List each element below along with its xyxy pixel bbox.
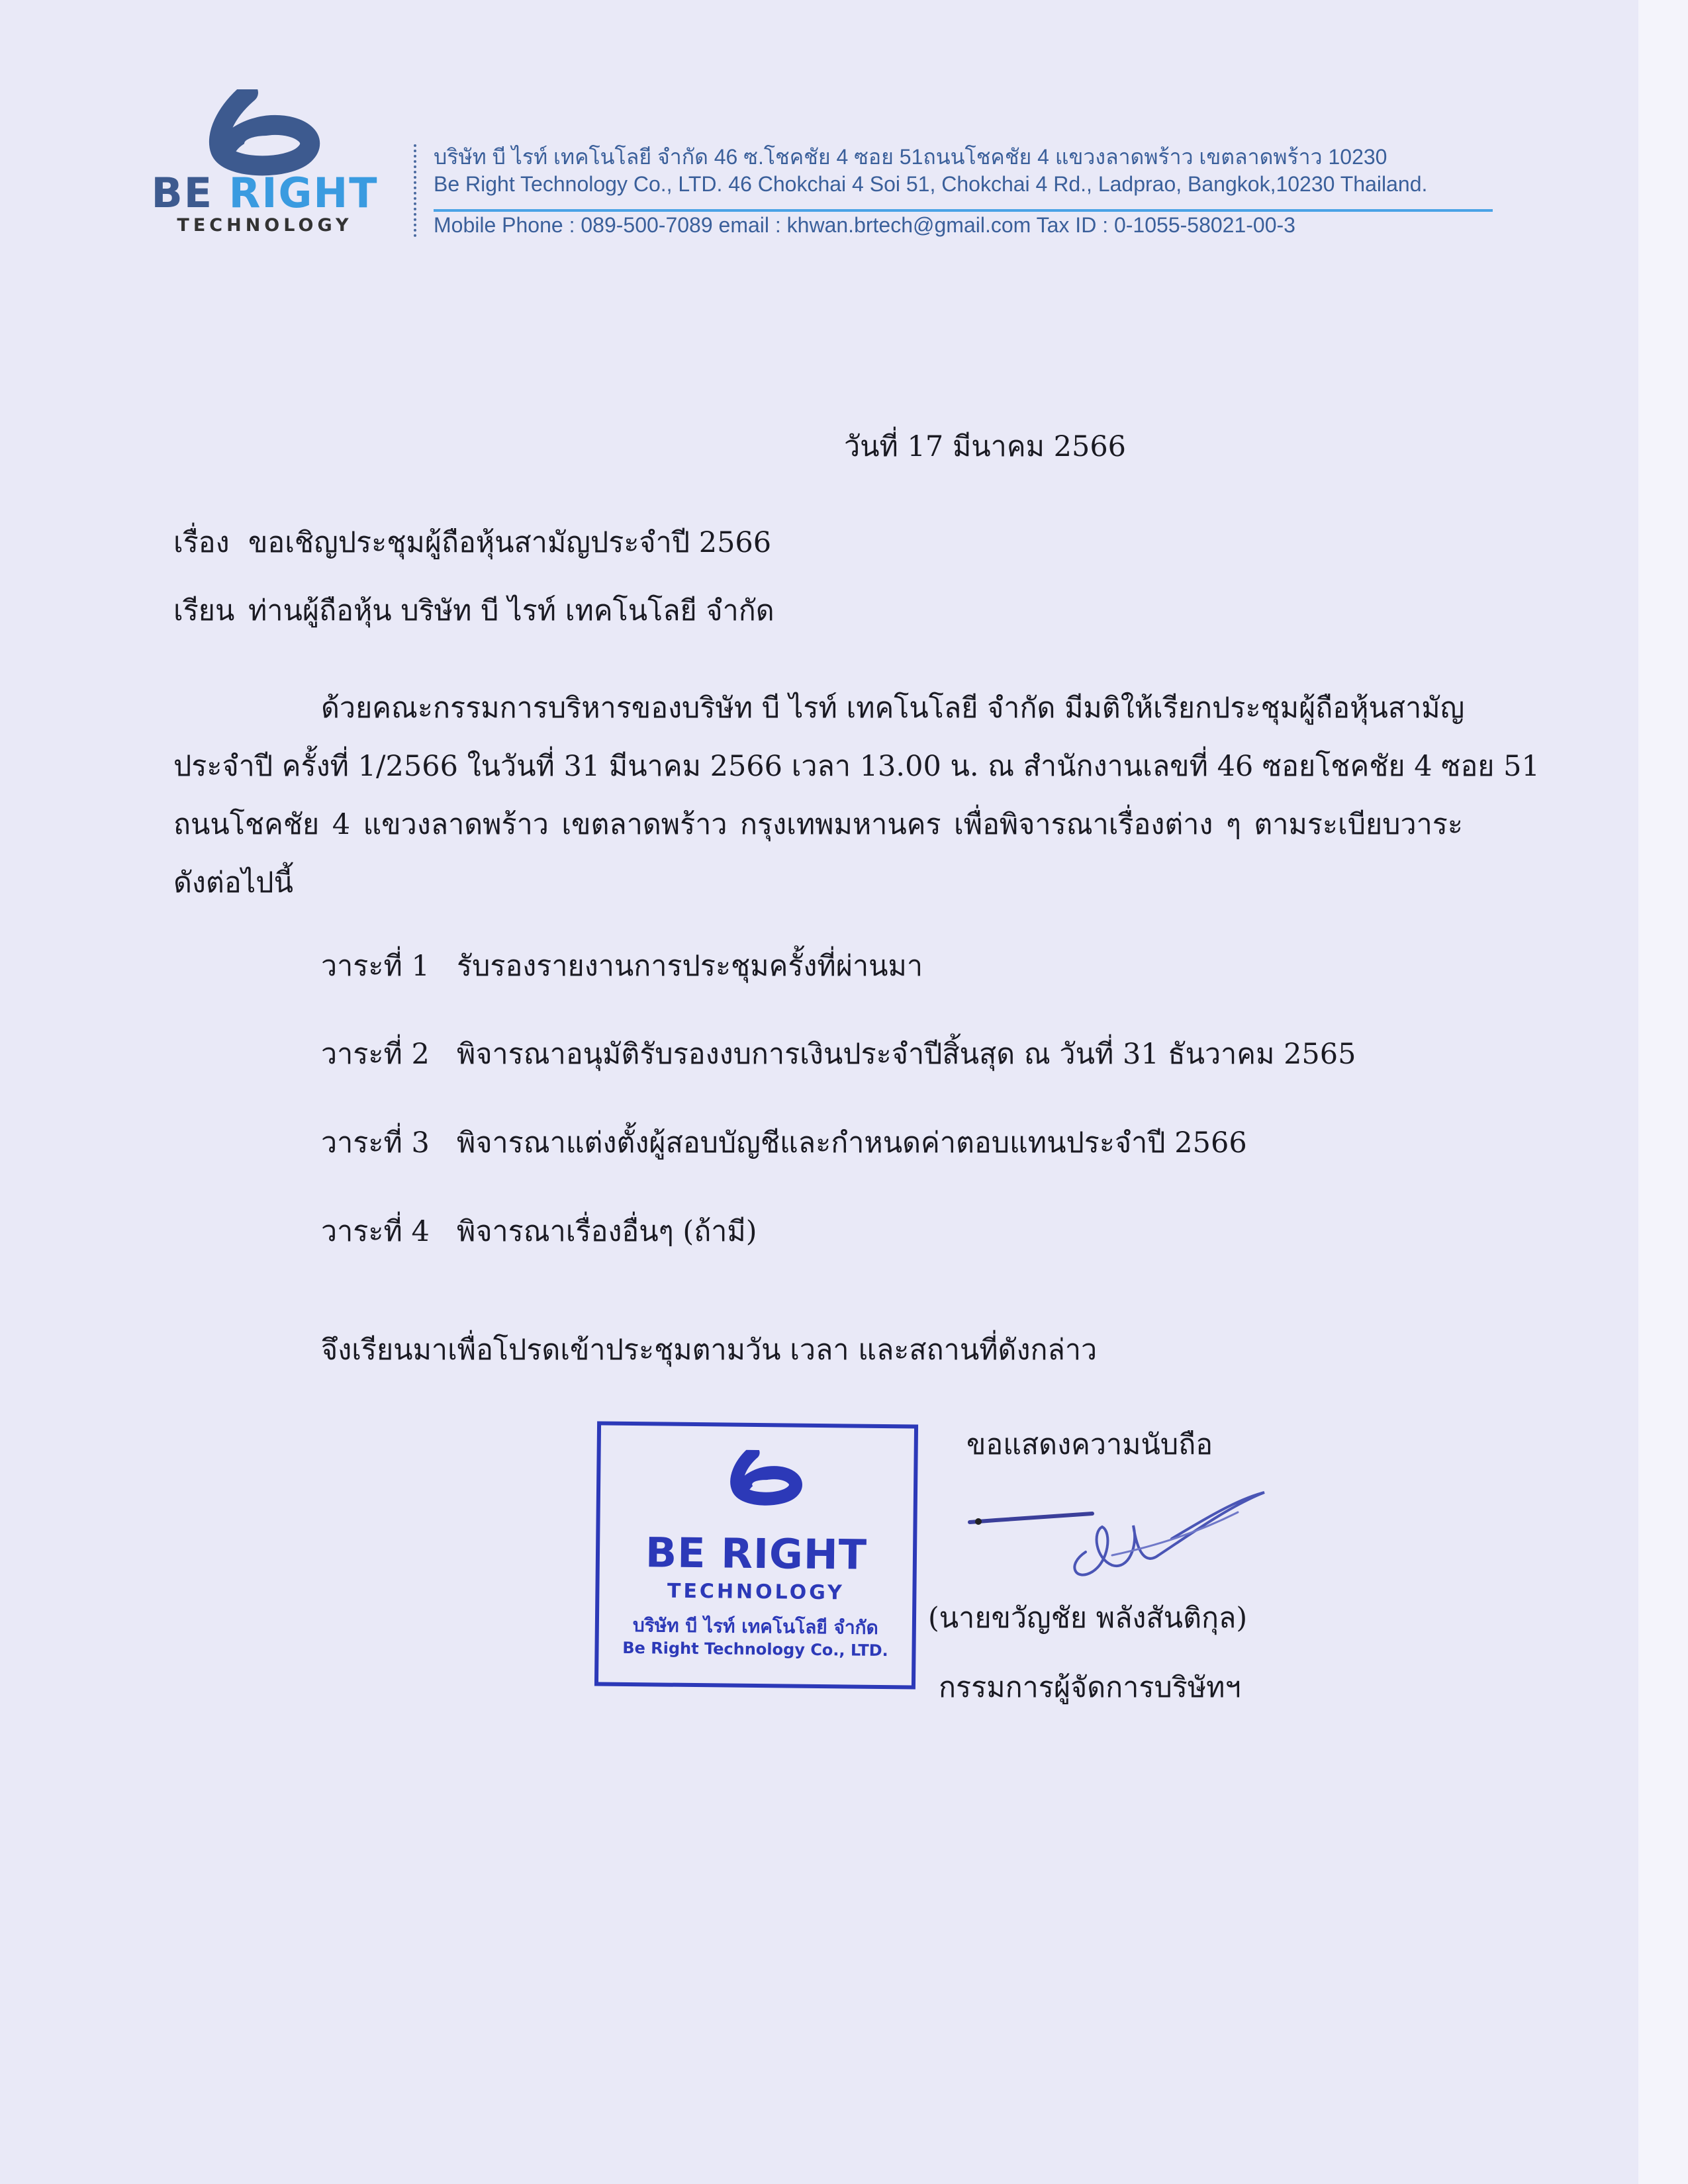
subject-label: เรื่อง: [173, 526, 230, 559]
paper-edge: [1638, 0, 1688, 2184]
contact-line: Mobile Phone : 089-500-7089 email : khwan.brtech@gmail.com Tax ID : 0-1055-58021-00-3: [434, 213, 1295, 237]
logo-subtitle: TECHNOLOGY: [177, 215, 353, 236]
regards-line: ขอแสดงความนับถือ: [966, 1428, 1213, 1461]
recipient-text: ท่านผู้ถือหุ้น บริษัท บี ไรท์ เทคโนโลยี จำกัด: [248, 594, 774, 627]
stamp-name-english: Be Right Technology Co., LTD.: [622, 1638, 888, 1661]
agenda-4-text: พิจารณาเรื่องอื่นๆ (ถ้ามี): [457, 1215, 757, 1248]
agenda-1-label: วาระที่ 1: [321, 950, 430, 983]
stamp-wordmark: BE RIGHT: [645, 1528, 868, 1579]
letterhead-rule: [434, 209, 1493, 212]
stamp-six-icon: [699, 1449, 819, 1530]
intro-line-4: ดังต่อไปนี้: [173, 866, 293, 899]
intro-line-2: ประจำปี ครั้งที่ 1/2566 ในวันที่ 31 มีนาคม 2566 เวลา 13.00 น. ณ สำนักงานเลขที่ 46 ซอยโชคชัย 4 ซอย 51: [173, 750, 1540, 783]
signature-scribble: [960, 1466, 1278, 1592]
signer-title: กรรมการผู้จัดการบริษัทฯ: [939, 1671, 1241, 1704]
logo-wordmark: BE RIGHT: [151, 169, 379, 217]
address-thai: บริษัท บี ไรท์ เทคโนโลยี จำกัด 46 ซ.โชคชัย 4 ซอย 51ถนนโชคชัย 4 แขวงลาดพร้าว เขตลาดพร้าว 10230: [434, 145, 1387, 169]
agenda-1-text: รับรองรายงานการประชุมครั้งที่ผ่านมา: [457, 950, 923, 983]
stamp-subtitle: TECHNOLOGY: [667, 1579, 845, 1605]
letter-date: วันที่ 17 มีนาคม 2566: [844, 430, 1127, 463]
company-logo: [136, 89, 394, 238]
company-stamp: [594, 1421, 918, 1689]
intro-line-1: ด้วยคณะกรรมการบริหารของบริษัท บี ไรท์ เทคโนโลยี จำกัด มีมติให้เรียกประชุมผู้ถือหุ้นสามัญ: [321, 692, 1465, 725]
agenda-3-text: พิจารณาแต่งตั้งผู้สอบบัญชีและกำหนดค่าตอบแทนประจำปี 2566: [457, 1126, 1247, 1160]
closing-sentence: จึงเรียนมาเพื่อโปรดเข้าประชุมตามวัน เวลา และสถานที่ดังกล่าว: [321, 1334, 1098, 1367]
signature: [960, 1466, 1278, 1592]
agenda-4-label: วาระที่ 4: [321, 1215, 430, 1248]
signer-name: (นายขวัญชัย พลังสันติกุล): [928, 1602, 1248, 1635]
stamp-name-thai: บริษัท บี ไรท์ เทคโนโลยี จำกัด: [632, 1614, 878, 1639]
agenda-2-label: วาระที่ 2: [321, 1038, 430, 1071]
agenda-3-label: วาระที่ 3: [321, 1126, 430, 1160]
agenda-2-text: พิจารณาอนุมัติรับรองงบการเงินประจำปีสิ้นสุด ณ วันที่ 31 ธันวาคม 2565: [457, 1038, 1356, 1071]
intro-line-3: ถนนโชคชัย 4 แขวงลาดพร้าว เขตลาดพร้าว กรุงเทพมหานคร เพื่อพิจารณาเรื่องต่าง ๆ ตามระเบียบวาระ: [173, 808, 1463, 841]
recipient-label: เรียน: [173, 594, 235, 627]
letterhead-divider: [414, 144, 416, 237]
address-english: Be Right Technology Co., LTD. 46 Chokchai 4 Soi 51, Chokchai 4 Rd., Ladprao, Bangkok,10230 Thailand.: [434, 172, 1428, 196]
subject-text: ขอเชิญประชุมผู้ถือหุ้นสามัญประจำปี 2566: [248, 526, 772, 559]
